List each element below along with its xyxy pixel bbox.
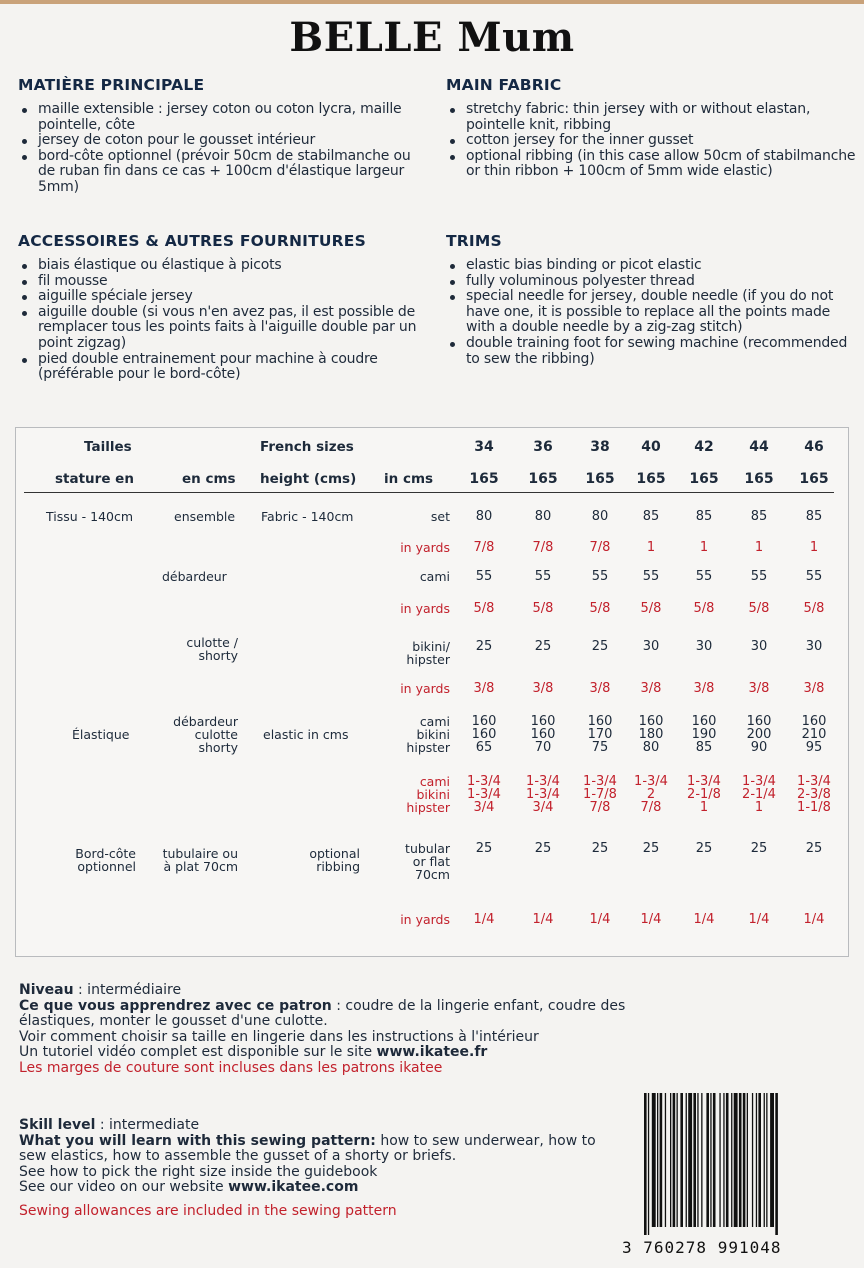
table-cell: 30 xyxy=(642,639,660,654)
table-cell: 5/8 xyxy=(473,601,495,616)
row-label: tubular or flat 70cm xyxy=(405,841,450,882)
table-cell: 25 xyxy=(695,841,713,856)
table-cell: 85 xyxy=(695,509,713,524)
elastic-en-label: elastic in cms xyxy=(263,727,349,742)
height-header-cell: 165 xyxy=(744,471,774,487)
main-fabric-en-item: cotton jersey for the inner gusset xyxy=(446,133,856,149)
debardeur-label: débardeur xyxy=(162,569,227,584)
trims-fr-item: aiguille double (si vous n'en avez pas, il est possible de remplacer tous les points faits à l'aiguille double par un point zigzag) xyxy=(18,305,428,352)
table-cell: 85 xyxy=(642,509,660,524)
main-fabric-fr-list xyxy=(18,102,428,196)
table-cell: 85 xyxy=(805,509,823,524)
table-cell: 3/8 xyxy=(803,681,825,696)
table-cell: 25 xyxy=(642,841,660,856)
row-label: cami bikini hipster xyxy=(406,714,450,755)
trims-fr-section xyxy=(18,232,428,383)
header-en-cms: en cms xyxy=(182,471,236,487)
table-cell: 55 xyxy=(475,569,493,584)
table-cell: 1 xyxy=(809,540,819,555)
table-cell: 160 190 85 xyxy=(691,714,717,755)
elastique-label: Élastique xyxy=(72,727,130,742)
learn-en-value: how to sew underwear, how to sew elastics, how to assemble the gusset of a shorty or briefs. xyxy=(19,1132,596,1165)
video-fr-line xyxy=(19,1045,659,1061)
table-cell: 1/4 xyxy=(589,912,611,927)
ensemble-label: ensemble xyxy=(174,509,236,524)
trims-en-item: double training foot for sewing machine (recommended to sew the ribbing) xyxy=(446,336,856,367)
table-cell: 1/4 xyxy=(532,912,554,927)
table-cell: 55 xyxy=(591,569,609,584)
height-header-cell: 165 xyxy=(469,471,499,487)
video-fr-site-link[interactable]: www.ikatee.fr xyxy=(376,1044,488,1061)
table-cell: 1-3/4 2 7/8 xyxy=(634,774,668,815)
size-header-cell: 36 xyxy=(533,439,553,455)
table-cell: 25 xyxy=(475,639,493,654)
table-cell: 55 xyxy=(642,569,660,584)
trims-fr-item: pied double entrainement pour machine à coudre (préférable pour le bord-côte) xyxy=(18,352,428,383)
main-fabric-fr-item: bord-côte optionnel (prévoir 50cm de stabilmanche ou de ruban fin dans ce cas + 100cm d'élastique largeur 5mm) xyxy=(18,149,428,196)
table-cell: 1-3/4 2-1/4 1 xyxy=(742,774,776,815)
main-fabric-fr-item: jersey de coton pour le gousset intérieur xyxy=(18,133,428,149)
height-header-cell: 165 xyxy=(585,471,615,487)
height-header-cell: 165 xyxy=(799,471,829,487)
trims-en-item: elastic bias binding or picot elastic xyxy=(446,258,856,274)
table-cell: 80 xyxy=(534,509,552,524)
video-en-line xyxy=(19,1180,619,1196)
culotte-label: culotte / shorty xyxy=(186,635,238,663)
row-label: cami bikini hipster xyxy=(406,774,450,815)
table-cell: 1 xyxy=(754,540,764,555)
allowance-en-line: Sewing allowances are included in the sewing pattern xyxy=(19,1202,397,1219)
table-cell: 25 xyxy=(591,639,609,654)
table-cell: 1-3/4 2-3/8 1-1/8 xyxy=(797,774,831,815)
table-cell: 5/8 xyxy=(532,601,554,616)
table-cell: 30 xyxy=(695,639,713,654)
table-cell: 1-3/4 1-3/4 3/4 xyxy=(467,774,501,815)
table-cell: 25 xyxy=(591,841,609,856)
skill-label: Skill level xyxy=(19,1117,96,1133)
size-header-cell: 34 xyxy=(474,439,494,455)
table-cell: 25 xyxy=(534,841,552,856)
table-cell: 160 160 65 xyxy=(471,714,497,755)
trims-fr-list xyxy=(18,258,428,383)
footer-en xyxy=(19,1118,619,1220)
table-cell: 3/8 xyxy=(473,681,495,696)
table-cell: 1/4 xyxy=(473,912,495,927)
header-in-cms: in cms xyxy=(384,471,434,487)
margins-fr-line: Les marges de couture sont incluses dans les patrons ikatee xyxy=(19,1059,443,1076)
main-fabric-en-heading: MAIN FABRIC xyxy=(446,76,562,94)
footer-fr xyxy=(19,983,659,1077)
table-cell: 5/8 xyxy=(803,601,825,616)
row-label: in yards xyxy=(400,601,450,616)
table-cell: 1/4 xyxy=(748,912,770,927)
elastic-fr-list: débardeur culotte shorty xyxy=(173,714,238,755)
main-fabric-fr-item: maille extensible : jersey coton ou coton lycra, maille pointelle, côte xyxy=(18,102,428,133)
niveau-line xyxy=(19,983,659,999)
height-header-cell: 165 xyxy=(528,471,558,487)
table-cell: 25 xyxy=(750,841,768,856)
size-header-cell: 38 xyxy=(590,439,610,455)
size-en-line: See how to pick the right size inside the guidebook xyxy=(19,1163,378,1180)
skill-line xyxy=(19,1118,619,1134)
tubulaire-label: tubulaire ou à plat 70cm xyxy=(162,846,238,874)
row-label: in yards xyxy=(400,681,450,696)
size-header-cell: 44 xyxy=(749,439,769,455)
table-cell: 30 xyxy=(750,639,768,654)
trims-en-item: special needle for jersey, double needle (if you do not have one, it is possible to replace all the points made with a double needle by a zig-zag stitch) xyxy=(446,289,856,336)
row-label: in yards xyxy=(400,912,450,927)
trims-fr-item: fil mousse xyxy=(18,274,428,290)
trims-fr-heading: ACCESSOIRES & AUTRES FOURNITURES xyxy=(18,232,366,250)
header-tailles: Tailles xyxy=(84,439,132,455)
table-cell: 5/8 xyxy=(693,601,715,616)
table-cell: 1/4 xyxy=(803,912,825,927)
table-cell: 7/8 xyxy=(589,540,611,555)
table-cell: 1-3/4 1-7/8 7/8 xyxy=(583,774,617,815)
main-fabric-en-item: optional ribbing (in this case allow 50cm of stabilmanche or thin ribbon + 100cm of 5mm wide elastic) xyxy=(446,149,856,180)
video-en-site-link[interactable]: www.ikatee.com xyxy=(228,1179,359,1196)
height-header-cell: 165 xyxy=(636,471,666,487)
table-cell: 7/8 xyxy=(473,540,495,555)
table-cell: 25 xyxy=(534,639,552,654)
top-border xyxy=(0,0,864,4)
trims-fr-item: biais élastique ou élastique à picots xyxy=(18,258,428,274)
table-cell: 25 xyxy=(475,841,493,856)
table-cell: 3/8 xyxy=(589,681,611,696)
trims-fr-item: aiguille spéciale jersey xyxy=(18,289,428,305)
row-label: bikini/ hipster xyxy=(406,639,450,667)
table-cell: 30 xyxy=(805,639,823,654)
table-cell: 3/8 xyxy=(640,681,662,696)
table-cell: 80 xyxy=(591,509,609,524)
table-cell: 1/4 xyxy=(693,912,715,927)
row-label: cami xyxy=(419,569,450,584)
niveau-value: : intermédiaire xyxy=(73,982,182,998)
table-cell: 55 xyxy=(805,569,823,584)
tissu-label: Tissu - 140cm xyxy=(46,509,134,524)
main-fabric-fr-section xyxy=(18,76,428,196)
size-header-cell: 40 xyxy=(641,439,661,455)
table-cell: 3/8 xyxy=(693,681,715,696)
table-cell: 85 xyxy=(750,509,768,524)
table-cell: 5/8 xyxy=(640,601,662,616)
table-cell: 5/8 xyxy=(589,601,611,616)
video-fr-text: Un tutoriel vidéo complet est disponible sur le site xyxy=(19,1044,377,1061)
row-label: in yards xyxy=(400,540,450,555)
learn-fr-label: Ce que vous apprendrez avec ce patron xyxy=(19,997,332,1014)
table-cell: 1/4 xyxy=(640,912,662,927)
header-french-sizes: French sizes xyxy=(260,439,354,455)
trims-en-heading: TRIMS xyxy=(446,232,502,250)
learn-fr-line xyxy=(19,999,659,1030)
size-fr-line: Voir comment choisir sa taille en lingerie dans les instructions à l'intérieur xyxy=(19,1028,539,1045)
learn-en-line xyxy=(19,1134,619,1165)
video-en-text: See our video on our website xyxy=(19,1179,229,1196)
table-cell: 160 210 95 xyxy=(801,714,827,755)
table-cell: 80 xyxy=(475,509,493,524)
main-fabric-en-section xyxy=(446,76,856,180)
height-header-cell: 165 xyxy=(689,471,719,487)
table-header-divider xyxy=(24,492,834,493)
main-fabric-en-list xyxy=(446,102,856,180)
table-cell: 55 xyxy=(534,569,552,584)
main-fabric-en-item: stretchy fabric: thin jersey with or without elastan, pointelle knit, ribbing xyxy=(446,102,856,133)
skill-value: : intermediate xyxy=(95,1117,200,1133)
table-cell: 3/8 xyxy=(748,681,770,696)
trims-en-section xyxy=(446,232,856,367)
table-cell: 25 xyxy=(805,841,823,856)
table-cell: 1-3/4 2-1/8 1 xyxy=(687,774,721,815)
row-label: set xyxy=(430,509,450,524)
optional-ribbing-label: optional ribbing xyxy=(309,846,360,874)
barcode-image xyxy=(640,1093,840,1243)
table-cell: 5/8 xyxy=(748,601,770,616)
table-cell: 1-3/4 1-3/4 3/4 xyxy=(526,774,560,815)
table-cell: 160 200 90 xyxy=(746,714,772,755)
size-header-cell: 42 xyxy=(694,439,714,455)
table-cell: 7/8 xyxy=(532,540,554,555)
barcode-digits: 3 760278 991048 xyxy=(622,1238,782,1257)
header-height: height (cms) xyxy=(260,471,357,487)
table-cell: 160 180 80 xyxy=(638,714,664,755)
trims-en-item: fully voluminous polyester thread xyxy=(446,274,856,290)
table-cell: 55 xyxy=(695,569,713,584)
pattern-title: BELLE Mum xyxy=(289,14,575,61)
size-header-cell: 46 xyxy=(804,439,824,455)
fabric-label: Fabric - 140cm xyxy=(261,509,354,524)
niveau-label: Niveau xyxy=(19,982,74,998)
learn-fr-value: : coudre de la lingerie enfant, coudre des élastiques, monter le gousset d'une culotte. xyxy=(19,997,626,1030)
table-cell: 160 170 75 xyxy=(587,714,613,755)
trims-en-list xyxy=(446,258,856,367)
table-cell: 55 xyxy=(750,569,768,584)
header-stature: stature en xyxy=(55,471,134,487)
learn-en-label: What you will learn with this sewing pattern: xyxy=(19,1132,376,1149)
table-cell: 1 xyxy=(646,540,656,555)
main-fabric-fr-heading: MATIÈRE PRINCIPALE xyxy=(18,76,205,94)
table-cell: 3/8 xyxy=(532,681,554,696)
table-cell: 1 xyxy=(699,540,709,555)
bordcote-label: Bord-côte optionnel xyxy=(75,846,136,874)
table-cell: 160 160 70 xyxy=(530,714,556,755)
barcode-bars xyxy=(640,1093,840,1235)
